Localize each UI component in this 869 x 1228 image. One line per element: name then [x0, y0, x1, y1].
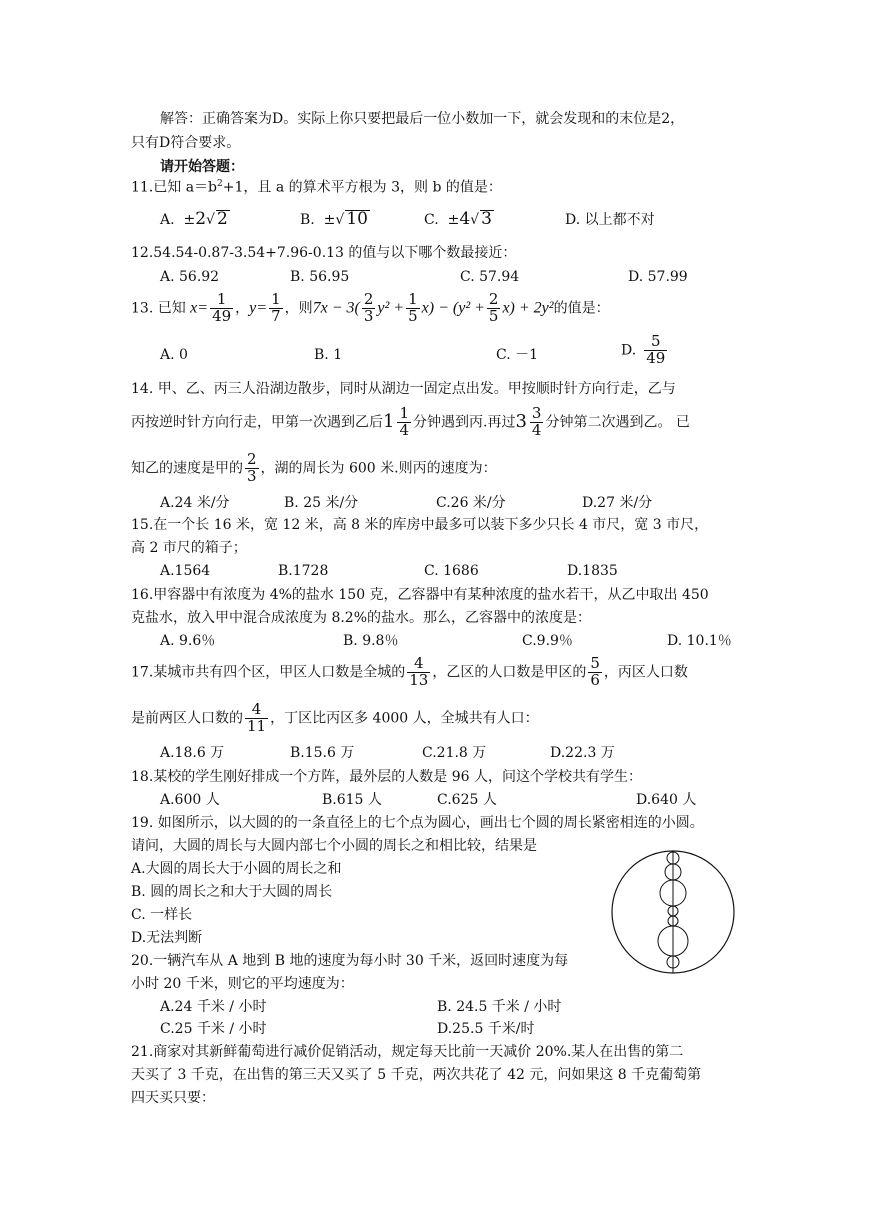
q18-option-c: C.625 人	[437, 792, 497, 808]
q17-option-b: B.15.6 万	[290, 745, 355, 761]
q15-line2: 高 2 市尺的箱子；	[131, 540, 247, 556]
q19-option-c: C. 一样长	[131, 907, 193, 923]
q18-option-a: A.600 人	[160, 792, 220, 808]
start-heading: 请开始答题：	[160, 159, 244, 175]
q15-option-b: B.1728	[278, 563, 329, 579]
q11-option-b: B. ±√ 10	[300, 209, 368, 229]
q12-option-c: C. 57.94	[460, 269, 520, 285]
q20-option-c: C.25 千米 / 小时	[160, 1021, 267, 1037]
q20-option-a: A.24 千米 / 小时	[160, 999, 267, 1015]
q20-option-d: D.25.5 千米/时	[437, 1021, 535, 1037]
q16-option-c: C.9.9％	[522, 633, 573, 649]
q16-option-d: D. 10.1％	[667, 633, 732, 649]
q17-line2: 是前两区人口数的 $\frac{4}{11}$ ，丁区比丙区多 4000 人，全城共有人口：	[131, 700, 539, 735]
q20-option-b: B. 24.5 千米 / 小时	[437, 999, 562, 1015]
q19-line1: 19. 如图所示，以大圆的的一条直径上的七个点为圆心，画出七个圆的周长紧密相连的小圆。	[131, 815, 704, 831]
q21-line2: 天买了 3 千克，在出售的第三天又买了 5 千克，两次共花了 42 元，问如果这 8 千克葡萄第	[131, 1067, 702, 1083]
q13-option-a: A. 0	[160, 347, 188, 363]
q11-option-d: D. 以上都不对	[565, 212, 655, 228]
q14-option-b: B. 25 米/分	[284, 495, 359, 511]
q21-line3: 四天买只要：	[131, 1090, 215, 1106]
q12-stem: 12.54.54-0.87-3.54+7.96-0.13 的值与以下哪个数最接近：	[131, 245, 517, 261]
q14-line3: 知乙的速度是甲的 $\frac{2}{3}$ ，湖的周长为 600 米.则丙的速度为：	[131, 450, 497, 485]
q19-line2: 请问，大圆的周长与大圆内部七个小圆的周长之和相比较，结果是	[131, 838, 537, 854]
q16-option-a: A. 9.6％	[160, 633, 216, 649]
q14-option-a: A.24 米/分	[160, 495, 230, 511]
q14-option-d: D.27 米/分	[582, 495, 653, 511]
q12-option-a: A. 56.92	[160, 269, 220, 285]
q20-line2: 小时 20 千米，则它的平均速度为：	[131, 976, 354, 992]
q17-line1: 17.某城市共有四个区，甲区人口数是全城的 $\frac{4}{13}$ ，乙区的人口数是甲区的 $\frac{5}{6}$ ，丙区人口数	[131, 654, 688, 689]
q19-option-a: A.大圆的周长大于小圆的周长之和	[131, 861, 342, 877]
answer-explanation-line1: 解答：正确答案为D。实际上你只要把最后一位小数加一下，就会发现和的末位是2，	[160, 111, 685, 127]
q17-option-c: C.21.8 万	[422, 745, 487, 761]
q16-line1: 16.甲容器中有浓度为 4%的盐水 150 克，乙容器中有某种浓度的盐水若干，从乙中取出 450	[131, 587, 709, 603]
q19-option-b: B. 圆的周长之和大于大圆的周长	[131, 884, 333, 900]
q13-option-d: D. $\frac{5}{49}$	[621, 332, 666, 367]
q17-option-d: D.22.3 万	[550, 745, 615, 761]
q12-option-b: B. 56.95	[290, 269, 350, 285]
answer-explanation-line2: 只有D符合要求。	[131, 135, 241, 151]
q19-option-d: D.无法判断	[131, 930, 203, 946]
q15-option-d: D.1835	[567, 563, 618, 579]
q18-stem: 18.某校的学生刚好排成一个方阵，最外层的人数是 96 人，问这个学校共有学生：	[131, 769, 642, 785]
q20-line1: 20.一辆汽车从 A 地到 B 地的速度为每小时 30 千米，返回时速度为每	[131, 953, 569, 969]
q13-option-c: C. －1	[496, 347, 539, 363]
q12-option-d: D. 57.99	[628, 269, 688, 285]
circles-diagram	[610, 848, 736, 976]
q15-line1: 15.在一个长 16 米，宽 12 米，高 8 米的库房中最多可以装下多少只长 4 市尺，宽 3 市尺，	[131, 517, 709, 533]
q16-line2: 克盐水，放入甲中混合成浓度为 8.2%的盐水。那么，乙容器中的浓度是：	[131, 610, 592, 626]
q14-line2: 丙按逆时针方向行走，甲第一次遇到乙后 1 1 4 分钟遇到丙.再过 3 3 4 分钟第二次遇到乙。 已	[131, 404, 690, 439]
q11-stem: 11.已知 $a=b^2+1$，且 a 的算术平方根为 3，则 b 的值是：	[131, 179, 502, 196]
q18-option-d: D.640 人	[636, 792, 697, 808]
q11-option-c: C. ±4√ 3	[424, 209, 492, 229]
q13-stem: 13. 已知 x= $\frac{1}{49}$ ，y= $\frac{1}{7}$ ，则7x − 3( $\frac{2}{3}$ y² + $\frac{1}{5}$ x) − (y² + $\frac{2}{5}$ x) + 2y²的值是：	[131, 290, 610, 325]
q17-option-a: A.18.6 万	[160, 745, 225, 761]
q15-option-a: A.1564	[160, 563, 211, 579]
q13-option-b: B. 1	[314, 347, 343, 363]
q16-option-b: B. 9.8％	[343, 633, 399, 649]
q21-line1: 21.商家对其新鲜葡萄进行减价促销活动，规定每天比前一天减价 20%.某人在出售的第二	[131, 1044, 684, 1060]
q18-option-b: B.615 人	[322, 792, 382, 808]
q11-option-a: A. ±2√ 2	[160, 209, 228, 229]
q14-option-c: C.26 米/分	[436, 495, 506, 511]
q14-line1: 14. 甲、乙、丙三人沿湖边散步，同时从湖边一固定点出发。甲按顺时针方向行走，乙与	[131, 381, 676, 397]
q15-option-c: C. 1686	[424, 563, 479, 579]
